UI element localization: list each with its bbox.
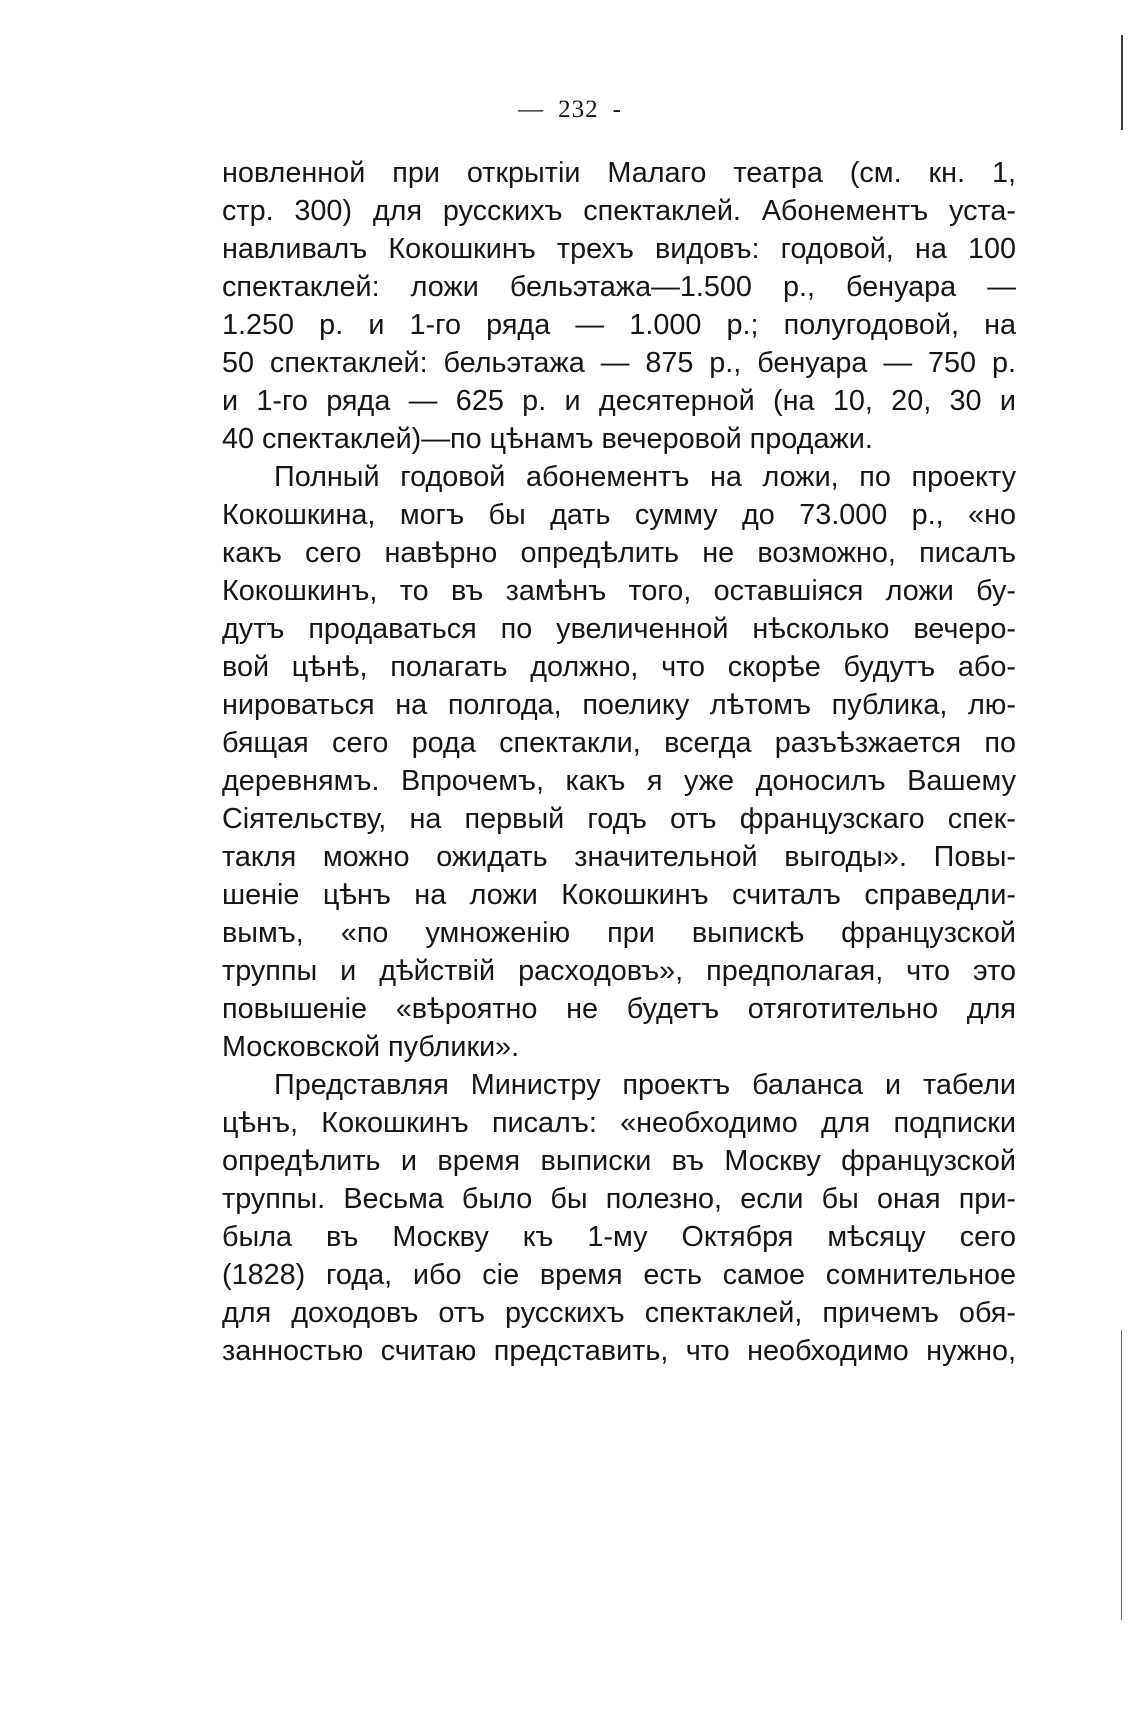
text-line: спектаклей: ложи бельэтажа—1.500 р., бенуара —	[222, 271, 1016, 303]
text-line: 1.250 р. и 1-го ряда — 1.000 р.; полугодовой, на	[222, 309, 1016, 341]
text-line: и 1-го ряда — 625 р. и десятерной (на 10, 20, 30 и	[222, 385, 1016, 417]
text-line: Кокошкина, могъ бы дать сумму до 73.000 р., «но	[222, 499, 1016, 531]
paragraph-3	[222, 1066, 1016, 1370]
text-line: труппы. Весьма было бы полезно, если бы оная при-	[222, 1183, 1016, 1215]
text-line: (1828) года, ибо сіе время есть самое сомнительное	[222, 1259, 1016, 1291]
text-line: Московской публики».	[222, 1031, 520, 1063]
page-number: 232	[558, 96, 599, 123]
text-line: шеніе цѣнъ на ложи Кокошкинъ считалъ справедли-	[222, 879, 1016, 911]
page-number-header	[0, 96, 1140, 124]
body-text	[222, 154, 1016, 1370]
text-line: 50 спектаклей: бельэтажа — 875 р., бенуара — 750 р.	[222, 347, 1016, 379]
paragraph-2	[222, 458, 1016, 1066]
text-line: какъ сего навѣрно опредѣлить не возможно, писалъ	[222, 537, 1016, 569]
text-line: дутъ продаваться по увеличенной нѣсколько вечеро-	[222, 613, 1016, 645]
text-line: стр. 300) для русскихъ спектаклей. Абонементъ уста-	[222, 195, 1016, 227]
text-line: 40 спектаклей)—по цѣнамъ вечеровой продажи.	[222, 423, 873, 455]
text-line: деревнямъ. Впрочемъ, какъ я уже доносилъ Вашему	[222, 765, 1016, 797]
text-line: бящая сего рода спектакли, всегда разъѣзжается по	[222, 727, 1016, 759]
text-line: Сіятельству, на первый годъ отъ французскаго спек-	[222, 803, 1016, 835]
text-line: вой цѣнѣ, полагать должно, что скорѣе будутъ або-	[222, 651, 1016, 683]
dash-right: -	[612, 96, 622, 123]
text-line: Кокошкинъ, то въ замѣнъ того, оставшіяся ложи бу-	[222, 575, 1016, 607]
text-line: опредѣлить и время выписки въ Москву французской	[222, 1145, 1016, 1177]
text-line: труппы и дѣйствій расходовъ», предполагая, что это	[222, 955, 1016, 987]
text-line: повышеніе «вѣроятно не будетъ отяготительно для	[222, 993, 1016, 1025]
text-line: была въ Москву къ 1-му Октября мѣсяцу сего	[222, 1221, 1016, 1253]
text-line: занностью считаю представить, что необходимо нужно,	[222, 1335, 1016, 1367]
text-line: Представляя Министру проектъ баланса и табели	[274, 1069, 1016, 1101]
text-line: нироваться на полгода, поелику лѣтомъ публика, лю-	[222, 689, 1016, 721]
page-edge-mark-bottom	[1121, 1330, 1122, 1620]
text-line: такля можно ожидать значительной выгоды». Повы-	[222, 841, 1016, 873]
text-line: для доходовъ отъ русскихъ спектаклей, причемъ обя-	[222, 1297, 1016, 1329]
paragraph-1	[222, 154, 1016, 458]
text-line: вымъ, «по умноженію при выпискѣ французской	[222, 917, 1016, 949]
text-line: цѣнъ, Кокошкинъ писалъ: «необходимо для подписки	[222, 1107, 1016, 1139]
dash-left: —	[518, 96, 545, 123]
text-line: Полный годовой абонементъ на ложи, по проекту	[274, 461, 1016, 493]
text-line: навливалъ Кокошкинъ трехъ видовъ: годовой, на 100	[222, 233, 1016, 265]
text-line: новленной при открытіи Малаго театра (см. кн. 1,	[222, 157, 1016, 189]
